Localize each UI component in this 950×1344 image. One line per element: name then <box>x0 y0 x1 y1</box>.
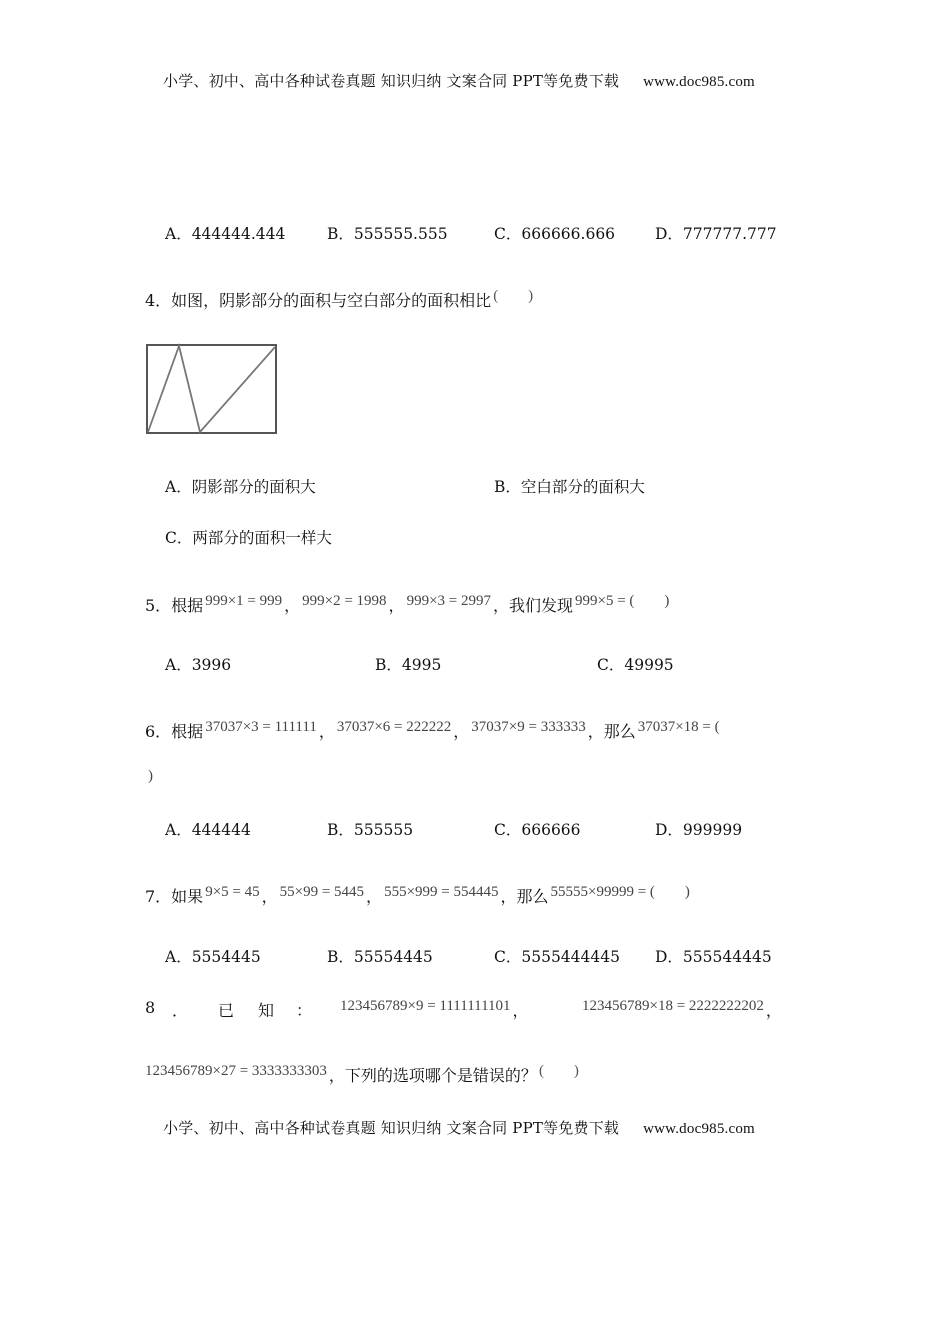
header-url[interactable]: www.doc985.com <box>643 74 755 90</box>
q7-sep-2: ， <box>366 887 383 906</box>
q7-formula-1: 9×5 = 45 <box>205 884 260 900</box>
q8-formula-line-2 <box>580 998 782 1021</box>
q7-option-a: A．5554445 <box>165 948 261 966</box>
q7-option-d: D．555544445 <box>655 948 772 966</box>
q8-colon: ： <box>296 1001 313 1020</box>
q8-formula-3: 123456789×27 = 3333333303 <box>145 1063 327 1079</box>
q4-question <box>145 288 535 311</box>
q5-formula-3: 999×3 = 2997 <box>406 593 491 609</box>
figure-zigzag-lines <box>148 346 275 432</box>
q8-formula-1: 123456789×9 = 1111111101 <box>340 998 511 1014</box>
q7-option-b: B．55554445 <box>327 948 433 966</box>
q6-option-c: C．666666 <box>494 821 581 839</box>
q5-sep-1: ， <box>284 596 301 615</box>
q8-sep-1: ， <box>512 1001 529 1020</box>
q4-paren: ( ) <box>493 288 534 304</box>
q6-prefix: 6．根据 <box>145 722 204 741</box>
q6-formula-1: 37037×3 = 111111 <box>205 719 317 735</box>
q7-option-c: C．5555444445 <box>494 948 620 966</box>
q3-option-a: A．444444.444 <box>165 225 286 243</box>
q6-option-d: D．999999 <box>655 821 743 839</box>
q8-sep-2: ， <box>765 1001 782 1020</box>
q5-option-a: A．3996 <box>165 656 232 674</box>
q8-formula-line-1 <box>338 998 529 1021</box>
q8-tail: ，下列的选项哪个是错误的？ <box>328 1066 537 1085</box>
q5-mid: ，我们发现 <box>492 596 573 615</box>
q3-option-b: B．555555.555 <box>327 225 448 243</box>
q6-close-paren: ) <box>148 768 153 784</box>
q4-figure <box>145 343 279 437</box>
page-footer <box>163 1117 755 1138</box>
q5-option-b: B．4995 <box>375 656 442 674</box>
q8-number: 8 <box>145 998 156 1017</box>
q6-sep-1: ， <box>318 722 335 741</box>
q6-mid: ，那么 <box>587 722 636 741</box>
q6-formula-2: 37037×6 = 222222 <box>336 719 452 735</box>
q7-formula-2: 55×99 = 5445 <box>279 884 365 900</box>
q7-formula-3: 555×999 = 554445 <box>384 884 499 900</box>
q6-formula-3: 37037×9 = 333333 <box>471 719 586 735</box>
q5-formula-2: 999×2 = 1998 <box>302 593 387 609</box>
q8-word-2: 知 <box>258 1001 275 1020</box>
q3-option-d: D．777777.777 <box>655 225 777 243</box>
q8-line-2 <box>143 1063 581 1086</box>
q6-option-b: B．555555 <box>327 821 414 839</box>
q6-question <box>145 719 722 742</box>
header-text: 小学、初中、高中各种试卷真题 知识归纳 文案合同 PPT等免费下载 <box>163 72 620 90</box>
q5-prefix: 5．根据 <box>145 596 204 615</box>
q4-text: 4．如图，阴影部分的面积与空白部分的面积相比 <box>145 291 492 310</box>
q7-question <box>145 884 692 907</box>
q7-mid: ，那么 <box>500 887 549 906</box>
q3-option-c: C．666666.666 <box>494 225 616 243</box>
q5-sep-2: ， <box>388 596 405 615</box>
q5-formula-4: 999×5 = ( ) <box>575 593 670 609</box>
footer-url[interactable]: www.doc985.com <box>643 1121 755 1137</box>
q8-paren: ( ) <box>538 1063 579 1079</box>
q8-formula-2: 123456789×18 = 2222222202 <box>582 998 764 1014</box>
q5-formula-1: 999×1 = 999 <box>205 593 283 609</box>
q8-word-1: 已 <box>218 1001 235 1020</box>
q6-option-a: A．444444 <box>165 821 251 839</box>
q4-option-c: C．两部分的面积一样大 <box>165 529 332 547</box>
page-header <box>163 70 755 91</box>
q6-sep-2: ， <box>453 722 470 741</box>
q8-dot: ． <box>172 1001 189 1020</box>
q7-prefix: 7．如果 <box>145 887 204 906</box>
footer-text: 小学、初中、高中各种试卷真题 知识归纳 文案合同 PPT等免费下载 <box>163 1119 620 1137</box>
q6-formula-4: 37037×18 = ( <box>637 719 720 735</box>
q7-formula-4: 55555×99999 = ( ) <box>550 884 690 900</box>
q4-option-b: B．空白部分的面积大 <box>494 478 645 496</box>
q5-option-c: C．49995 <box>597 656 674 674</box>
q4-option-a: A．阴影部分的面积大 <box>165 478 316 496</box>
q7-sep-1: ， <box>261 887 278 906</box>
q5-question <box>145 593 671 616</box>
